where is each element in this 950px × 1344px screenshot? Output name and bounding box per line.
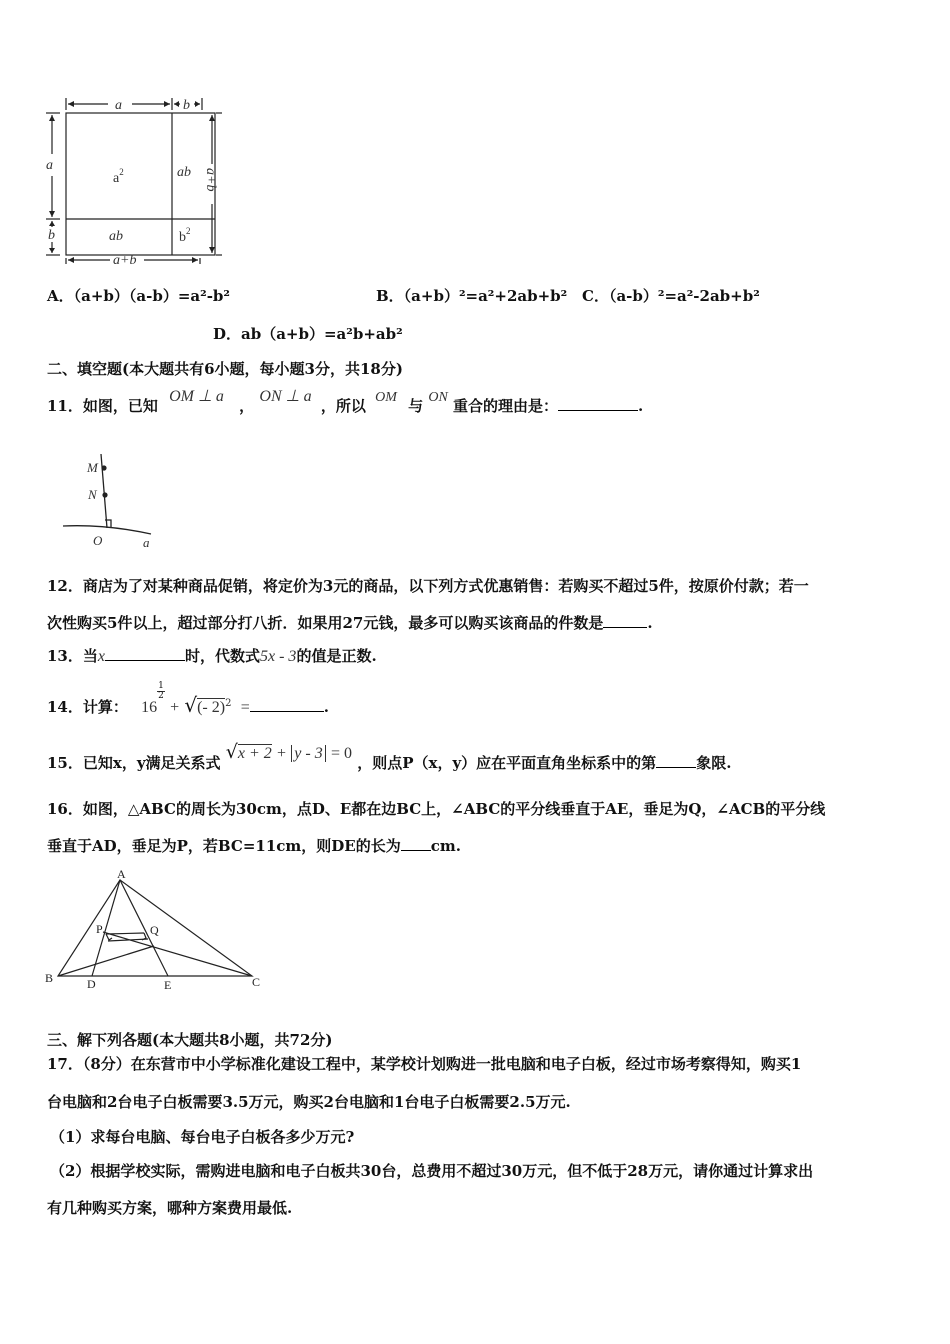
point-Q: Q bbox=[150, 923, 159, 937]
section-2-title: 二、填空题(本大题共有6小题，每小题3分，共18分) bbox=[47, 360, 403, 378]
cell-a-squared: $a^2$ bbox=[113, 167, 124, 186]
question-17-part-2-line-2: 有几种购买方案，哪种方案费用最低. bbox=[47, 1199, 293, 1217]
label-a: a bbox=[143, 535, 150, 550]
question-13: 13．当x 时，代数式5x - 3的值是正数. bbox=[47, 647, 377, 665]
question-15: 15．已知x，y满足关系式 √x + 2 + y - 3 = 0 ，则点P（x，y）应在平面直角坐标系中的第 象限. bbox=[47, 741, 732, 772]
point-D: D bbox=[87, 977, 96, 991]
cell-ab-right: ab bbox=[177, 165, 191, 180]
cell-b-squared: $b^2$ bbox=[179, 226, 191, 245]
figure-perpendicular bbox=[55, 448, 165, 552]
question-11: 11．如图，已知 OM ⊥ a ， ON ⊥ a ，所以 OM 与 ON 重合的理由是： . bbox=[47, 388, 644, 415]
question-17-line-1: 17．（8分）在东营市中小学标准化建设工程中，某学校计划购进一批电脑和电子白板，经过市场考察得知，购买1 bbox=[47, 1055, 802, 1073]
label-left-a: a bbox=[46, 158, 53, 173]
label-right-sum: a+b bbox=[203, 168, 218, 192]
cell-ab-bottom: ab bbox=[109, 229, 123, 244]
option-c[interactable]: C．（a-b）²=a²-2ab+b² bbox=[582, 287, 760, 305]
question-16-line-2: 垂直于AD，垂足为P，若BC=11cm，则DE的长为 cm. bbox=[47, 837, 461, 855]
option-a[interactable]: A．（a+b）（a-b）=a²-b² bbox=[47, 287, 230, 305]
question-12-line-1: 12．商店为了对某种商品促销，将定价为3元的商品，以下列方式优惠销售：若购买不超过5件，按原价付款；若一 bbox=[47, 577, 809, 595]
figure-square-diagram bbox=[40, 92, 230, 270]
figure-triangle bbox=[40, 868, 265, 996]
fraction-exponent: $\frac{1}{2}$ bbox=[158, 681, 164, 701]
question-16-line-1: 16．如图，△ABC的周长为30cm，点D、E都在边BC上，∠ABC的平分线垂直于AE，垂足为Q，∠ACB的平分线 bbox=[47, 800, 826, 818]
section-3-title: 三、解下列各题(本大题共8小题，共72分) bbox=[47, 1031, 333, 1049]
label-bottom-sum: a+b bbox=[113, 253, 137, 268]
point-P: P bbox=[96, 922, 103, 936]
answer-blank-15[interactable] bbox=[656, 753, 696, 768]
label-O: O bbox=[93, 533, 103, 548]
equation-15: √x + 2 + y - 3 = 0 bbox=[225, 741, 352, 763]
question-17-part-2-line-1: （2）根据学校实际，需购进电脑和电子白板共30台，总费用不超过30万元，但不低于28万元，请你通过计算求出 bbox=[50, 1162, 814, 1180]
question-17-line-2: 台电脑和2台电子白板需要3.5万元，购买2台电脑和1台电子白板需要2.5万元. bbox=[47, 1093, 571, 1111]
vertex-B: B bbox=[45, 971, 54, 985]
label-top-a: a bbox=[115, 98, 122, 113]
label-top-b: b bbox=[183, 98, 190, 113]
answer-blank-12[interactable] bbox=[603, 613, 647, 628]
vertex-A: A bbox=[117, 868, 126, 881]
answer-blank-16[interactable] bbox=[401, 836, 431, 851]
vertex-C: C bbox=[252, 975, 261, 989]
question-17-part-1: （1）求每台电脑、每台电子白板各多少万元? bbox=[50, 1128, 355, 1146]
answer-blank-14[interactable] bbox=[250, 697, 324, 712]
answer-blank-11[interactable] bbox=[558, 396, 638, 411]
label-left-b: b bbox=[48, 228, 55, 243]
question-14: 14．计算： $16\frac{1}{2}$ + √(- 2)$^2$ = . bbox=[47, 681, 329, 717]
point-E: E bbox=[164, 978, 172, 992]
label-N: N bbox=[88, 487, 97, 502]
answer-blank-13[interactable] bbox=[105, 646, 185, 661]
label-M: M bbox=[87, 460, 98, 475]
question-12-line-2: 次性购买5件以上，超过部分打八折．如果用27元钱，最多可以购买该商品的件数是 . bbox=[47, 614, 653, 632]
option-b[interactable]: B．（a+b）²=a²+2ab+b² bbox=[376, 287, 568, 305]
option-d[interactable]: D．ab（a+b）=a²b+ab² bbox=[213, 325, 403, 343]
